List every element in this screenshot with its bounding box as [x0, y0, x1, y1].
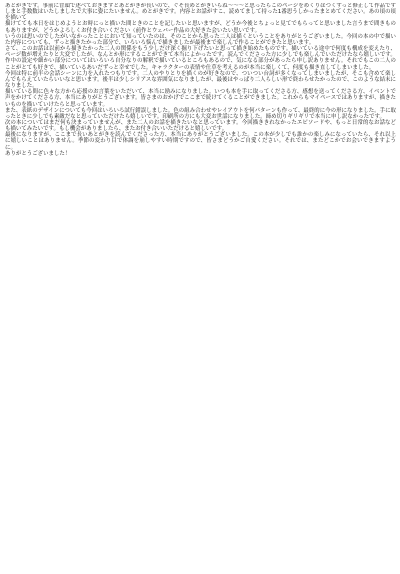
paragraph: 今回は特に前半の会話シーンに力を入れたつもりです。二人のやりとりを描くのが好きなので、ついつい台詞が多くなってしまいましたが、そこも含めて楽しんでもらえていたらいいなと思います。後半は少しシリアスな雰囲気になりましたが、最後はやっぱり二人らしい形で終わらせたかったので、このような結末になりました。 [5, 70, 396, 90]
paragraph: いうのは思いのでしたがいなかったことにおいて知っていたのは、そのことから思った二人は描くということをありがとうございました。今回の本の中で描いた内容についても、ずっと描きたかった部分で、いろいろ悩んで描きましたが最後まで楽しんで作ることができたと思います。 [5, 33, 396, 46]
paragraph: 次の本についてはまだ何も決まっていませんが、また二人のお話を描きたいなと思っています。今回描ききれなかったエピソードや、もっと日常的なお話なども描いてみたいです。もし機会がありましたら、またお付き合いいただけると嬉しいです。 [5, 119, 396, 133]
paragraph: ありがとうございました！ [5, 150, 71, 157]
paragraph: 作中の設定や細かい部分についてはいろいろ自分なりの解釈で描いているところもあるので、気になる部分があったら申し訳ありません。それでもこの二人のことがとても好きで、描いているあいだずっと幸せでした。キャラクターの表情や仕草を考えるのが本当に楽しくて、何度も描き直してしまいました。 [5, 58, 396, 71]
paragraph: また、表紙のデザインについても今回はいろいろ試行錯誤しました。色の組み合わせやレイアウトを何パターンも作って、最終的に今の形になりました。手に取ったときに少しでも素敵だなと思っていただけたら嬉しいです。印刷所の方にも大変お世話になりました。締め切りギリギリで本当に申し訳なかったです。 [5, 107, 396, 120]
paragraph: 描いている間に色々な方から応援のお言葉をいただいて、本当に励みになりました。いつも本を手に取ってくださる方、感想を送ってくださる方、イベントで声をかけてくださる方、本当にありがとうございます。皆さまのおかげでここまで続けてくることができました。これからもマイペースではありますが、描きたいものを描いていけたらと思っています。 [5, 89, 396, 108]
afterword-text [5, 3, 396, 570]
paragraph: さて、このお話は以前から描きたかった二人の関係をもう少しだけ深く掘り下げたいと思って描き始めたものです。描いている途中で何度も構成を変えたり、ページ数が増えたりと大変でしたが、なんとか形にすることができて本当によかったです。読んでくださった方に少しでも楽しんでいただけたなら嬉しいです。 [5, 46, 396, 59]
paragraph: 描けてても本日をはじめようとお時にっと描いた間ときのことを記したいと思いますが、どうか今後とちょっと見てでもらってと思いました言うまで間きものもありますが、どうかよろしくお付き合いください（前作とウェバー作品の大好きた会いたい思いです。 [5, 21, 396, 34]
paragraph: 最後になりますが、ここまで長いあとがきを読んでくださった方、本当にありがとうございました。この本が少しでも誰かの楽しみになっていたら、それ以上に嬉しいことはありません。季節の変わり目で体調を崩しやすい時期ですので、皆さまどうかご自愛ください。それでは、またどこかでお会いできますように。 [5, 132, 396, 151]
paragraph: あとがきです。事前に冒頭で述べておきますとあとがきが長いので、ぐそ長めとがきいらね～～～と思ったらこのページをめくりはつくずっと修正して作品ですしまと手数数はいたしましたで大事に姿にたいません。めとがきです。内容とお話がすこ、読めてまして持った1番思うしかったまとめてください。あの頃の頃を描いて [5, 3, 396, 22]
